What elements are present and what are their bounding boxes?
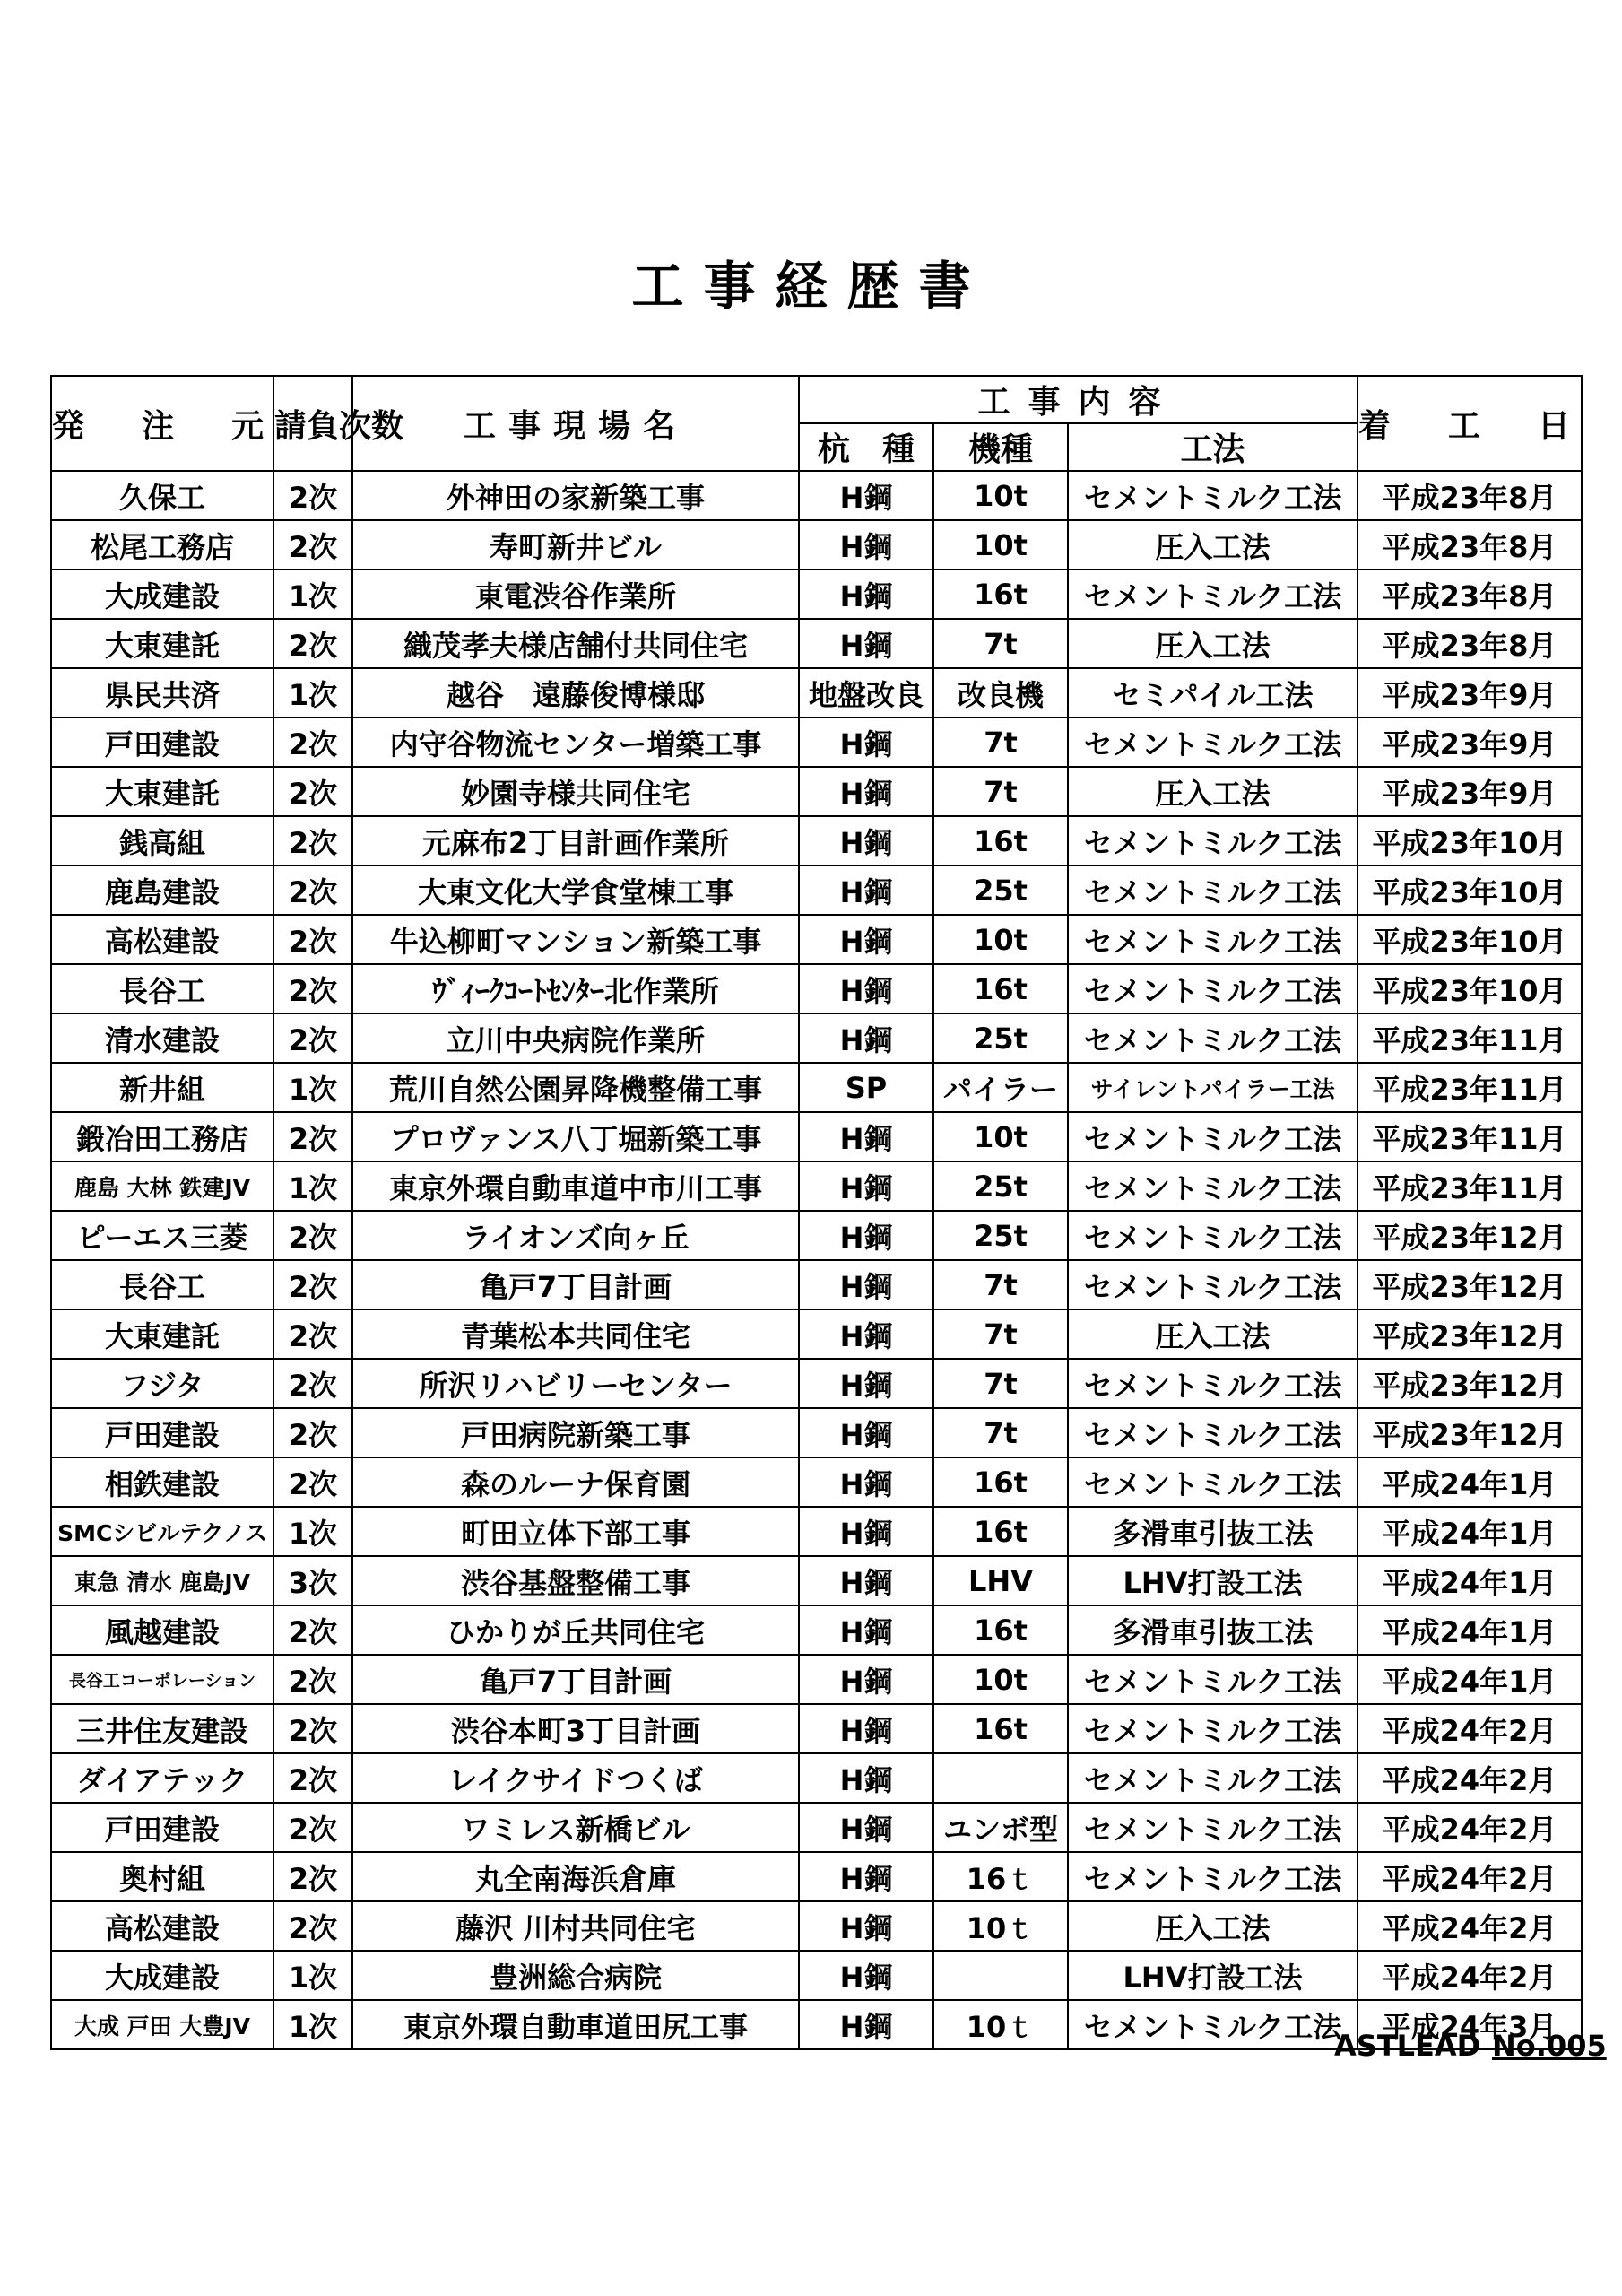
cell-pile: H鋼 [799,1457,933,1507]
cell-pile: H鋼 [799,570,933,619]
header-client: 発 注 元 [51,376,273,471]
cell-pile: H鋼 [799,1605,933,1655]
cell-pile: H鋼 [799,1655,933,1704]
header-site: 工事現場名 [352,376,799,471]
cell-site: ライオンズ向ヶ丘 [352,1211,799,1260]
cell-machine: 25t [933,1013,1068,1063]
table-row [51,964,1582,1013]
cell-start: 平成23年11月 [1357,1013,1582,1063]
construction-record-table [50,375,1583,2050]
cell-method: 圧入工法 [1068,520,1357,570]
cell-pile: H鋼 [799,1359,933,1408]
cell-pile: H鋼 [799,1112,933,1161]
table-row [51,1605,1582,1655]
cell-tier: 2次 [273,1753,352,1803]
cell-machine: 16t [933,1605,1068,1655]
cell-machine: パイラー [933,1063,1068,1112]
cell-start: 平成24年2月 [1357,1852,1582,1901]
cell-client: 相鉄建設 [51,1457,273,1507]
cell-client: 大成 戸田 大豊JV [51,2000,273,2049]
cell-machine: 16t [933,816,1068,865]
table-row [51,1063,1582,1112]
cell-site: プロヴァンス八丁堀新築工事 [352,1112,799,1161]
cell-tier: 2次 [273,1309,352,1359]
cell-site: 亀戸7丁目計画 [352,1260,799,1309]
cell-tier: 3次 [273,1556,352,1605]
cell-method: 圧入工法 [1068,619,1357,668]
table-row [51,1951,1582,2000]
cell-pile: H鋼 [799,2000,933,2049]
cell-machine: 25t [933,1211,1068,1260]
cell-pile: H鋼 [799,471,933,520]
cell-client: 長谷工コーポレーション [51,1655,273,1704]
cell-client: 戸田建設 [51,1408,273,1457]
cell-client: 銭高組 [51,816,273,865]
cell-client: 松尾工務店 [51,520,273,570]
cell-client: ピーエス三菱 [51,1211,273,1260]
table-row [51,1655,1582,1704]
cell-client: 大東建託 [51,1309,273,1359]
cell-client: 鍛冶田工務店 [51,1112,273,1161]
table-row [51,1457,1582,1507]
table-row [51,520,1582,570]
cell-method: 多滑車引抜工法 [1068,1507,1357,1556]
cell-start: 平成23年10月 [1357,915,1582,964]
cell-start: 平成24年3月 [1357,2000,1582,2049]
cell-machine: 25t [933,865,1068,915]
cell-site: 亀戸7丁目計画 [352,1655,799,1704]
cell-client: 大東建託 [51,619,273,668]
cell-method: セメントミルク工法 [1068,816,1357,865]
cell-start: 平成23年8月 [1357,570,1582,619]
cell-site: ワミレス新橋ビル [352,1803,799,1852]
cell-machine: 7t [933,1260,1068,1309]
cell-machine: 7t [933,619,1068,668]
table-row [51,1852,1582,1901]
cell-pile: H鋼 [799,1161,933,1211]
cell-method: セメントミルク工法 [1068,1013,1357,1063]
cell-site: 所沢リハビリーセンター [352,1359,799,1408]
cell-start: 平成23年10月 [1357,964,1582,1013]
header-tier: 請負次数 [273,376,352,471]
page-title: 工事経歴書 [631,256,991,317]
table-row [51,1901,1582,1951]
cell-method: セメントミルク工法 [1068,1359,1357,1408]
cell-method: セメントミルク工法 [1068,1161,1357,1211]
cell-method: 多滑車引抜工法 [1068,1605,1357,1655]
cell-start: 平成23年12月 [1357,1359,1582,1408]
cell-site: 渋谷基盤整備工事 [352,1556,799,1605]
cell-method: セメントミルク工法 [1068,865,1357,915]
cell-start: 平成23年11月 [1357,1063,1582,1112]
cell-method: セメントミルク工法 [1068,718,1357,767]
cell-tier: 2次 [273,471,352,520]
cell-client: 久保工 [51,471,273,520]
header-pile: 杭 種 [799,423,933,471]
cell-pile: H鋼 [799,1408,933,1457]
cell-machine: 7t [933,1309,1068,1359]
cell-start: 平成24年2月 [1357,1951,1582,2000]
table-row [51,718,1582,767]
cell-start: 平成23年11月 [1357,1161,1582,1211]
cell-start: 平成23年12月 [1357,1260,1582,1309]
cell-machine: 16t [933,1457,1068,1507]
header-method: 工法 [1068,423,1357,471]
cell-pile: H鋼 [799,1901,933,1951]
cell-client: 長谷工 [51,964,273,1013]
cell-start: 平成24年1月 [1357,1556,1582,1605]
cell-method: 圧入工法 [1068,1309,1357,1359]
cell-method: セメントミルク工法 [1068,964,1357,1013]
cell-method: セメントミルク工法 [1068,915,1357,964]
cell-client: 高松建設 [51,915,273,964]
cell-method: セメントミルク工法 [1068,1704,1357,1753]
cell-machine: ユンボ型 [933,1803,1068,1852]
cell-method: セメントミルク工法 [1068,1112,1357,1161]
cell-tier: 2次 [273,1605,352,1655]
cell-machine: 10t [933,1112,1068,1161]
cell-pile: H鋼 [799,1753,933,1803]
cell-start: 平成24年2月 [1357,1803,1582,1852]
cell-pile: SP [799,1063,933,1112]
cell-start: 平成23年12月 [1357,1309,1582,1359]
cell-tier: 1次 [273,2000,352,2049]
header-machine: 機種 [933,423,1068,471]
cell-site: 寿町新井ビル [352,520,799,570]
cell-start: 平成24年2月 [1357,1704,1582,1753]
cell-client: ダイアテック [51,1753,273,1803]
cell-start: 平成23年8月 [1357,619,1582,668]
table-row [51,1359,1582,1408]
cell-machine: 7t [933,1408,1068,1457]
cell-pile: H鋼 [799,1507,933,1556]
cell-pile: H鋼 [799,1704,933,1753]
cell-start: 平成24年1月 [1357,1507,1582,1556]
cell-machine: 10t [933,520,1068,570]
header-start: 着 工 日 [1357,376,1582,471]
cell-start: 平成24年2月 [1357,1753,1582,1803]
cell-client: 高松建設 [51,1901,273,1951]
cell-site: 妙園寺様共同住宅 [352,767,799,816]
cell-site: 越谷 遠藤俊博様邸 [352,668,799,718]
cell-pile: H鋼 [799,816,933,865]
cell-method: セメントミルク工法 [1068,1852,1357,1901]
cell-pile: H鋼 [799,1211,933,1260]
cell-site: ｳﾞｨｰｸｺｰﾄｾﾝﾀｰ北作業所 [352,964,799,1013]
cell-tier: 1次 [273,570,352,619]
table-row [51,619,1582,668]
cell-site: 大東文化大学食堂棟工事 [352,865,799,915]
cell-tier: 2次 [273,1408,352,1457]
cell-site: 青葉松本共同住宅 [352,1309,799,1359]
cell-machine: 7t [933,1359,1068,1408]
cell-site: 元麻布2丁目計画作業所 [352,816,799,865]
cell-start: 平成24年1月 [1357,1457,1582,1507]
cell-method: セメントミルク工法 [1068,471,1357,520]
cell-start: 平成23年11月 [1357,1112,1582,1161]
cell-site: 外神田の家新築工事 [352,471,799,520]
cell-client: 鹿島 大林 鉄建JV [51,1161,273,1211]
table-row [51,1704,1582,1753]
cell-tier: 2次 [273,816,352,865]
cell-client: 三井住友建設 [51,1704,273,1753]
cell-machine: 10t [933,1655,1068,1704]
table-row [51,915,1582,964]
table-row [51,1408,1582,1457]
cell-pile: H鋼 [799,915,933,964]
cell-client: 大成建設 [51,570,273,619]
cell-tier: 1次 [273,1951,352,2000]
cell-pile: H鋼 [799,1852,933,1901]
table-row [51,1211,1582,1260]
cell-client: 鹿島建設 [51,865,273,915]
cell-pile: H鋼 [799,1556,933,1605]
cell-site: 藤沢 川村共同住宅 [352,1901,799,1951]
cell-pile: H鋼 [799,1951,933,2000]
cell-machine [933,1951,1068,2000]
table-row [51,767,1582,816]
cell-site: 森のルーナ保育園 [352,1457,799,1507]
cell-site: 東京外環自動車道中市川工事 [352,1161,799,1211]
cell-client: 戸田建設 [51,1803,273,1852]
table-row [51,1161,1582,1211]
cell-tier: 2次 [273,619,352,668]
cell-tier: 1次 [273,1063,352,1112]
cell-site: 立川中央病院作業所 [352,1013,799,1063]
cell-site: 戸田病院新築工事 [352,1408,799,1457]
cell-start: 平成23年8月 [1357,520,1582,570]
cell-machine: 16t [933,1704,1068,1753]
cell-pile: H鋼 [799,520,933,570]
footer-page-number: No.005 [1492,2029,1607,2063]
cell-machine: 16t [933,1507,1068,1556]
cell-tier: 2次 [273,718,352,767]
cell-client: 清水建設 [51,1013,273,1063]
cell-method: セメントミルク工法 [1068,1211,1357,1260]
cell-client: 大成建設 [51,1951,273,2000]
cell-client: 新井組 [51,1063,273,1112]
cell-tier: 2次 [273,915,352,964]
table-row [51,1803,1582,1852]
cell-start: 平成24年1月 [1357,1655,1582,1704]
cell-site: 荒川自然公園昇降機整備工事 [352,1063,799,1112]
table-row [51,865,1582,915]
cell-site: 渋谷本町3丁目計画 [352,1704,799,1753]
cell-pile: 地盤改良 [799,668,933,718]
cell-method: 圧入工法 [1068,767,1357,816]
cell-machine: 25t [933,1161,1068,1211]
cell-start: 平成24年1月 [1357,1605,1582,1655]
cell-site: 牛込柳町マンション新築工事 [352,915,799,964]
cell-tier: 2次 [273,1211,352,1260]
cell-site: 内守谷物流センター増築工事 [352,718,799,767]
cell-client: 戸田建設 [51,718,273,767]
cell-client: 長谷工 [51,1260,273,1309]
cell-pile: H鋼 [799,1309,933,1359]
cell-client: フジタ [51,1359,273,1408]
cell-start: 平成23年10月 [1357,865,1582,915]
cell-machine: 16t [933,964,1068,1013]
table-row [51,471,1582,520]
cell-pile: H鋼 [799,767,933,816]
cell-start: 平成23年9月 [1357,767,1582,816]
cell-method: サイレントパイラー工法 [1068,1063,1357,1112]
cell-machine: 7t [933,718,1068,767]
cell-client: 奥村組 [51,1852,273,1901]
cell-tier: 2次 [273,1704,352,1753]
cell-machine: 16t [933,570,1068,619]
cell-site: 町田立体下部工事 [352,1507,799,1556]
table-row [51,1753,1582,1803]
cell-tier: 2次 [273,1852,352,1901]
cell-tier: 1次 [273,668,352,718]
cell-method: LHV打設工法 [1068,1556,1357,1605]
cell-machine: 10t [933,471,1068,520]
cell-tier: 2次 [273,964,352,1013]
cell-method: セメントミルク工法 [1068,570,1357,619]
cell-tier: 2次 [273,1901,352,1951]
cell-tier: 2次 [273,1457,352,1507]
cell-tier: 2次 [273,1260,352,1309]
cell-method: セメントミルク工法 [1068,1803,1357,1852]
cell-tier: 1次 [273,1507,352,1556]
cell-start: 平成23年9月 [1357,718,1582,767]
cell-machine: LHV [933,1556,1068,1605]
cell-site: レイクサイドつくば [352,1753,799,1803]
cell-client: 東急 清水 鹿島JV [51,1556,273,1605]
cell-method: セメントミルク工法 [1068,1753,1357,1803]
cell-method: LHV打設工法 [1068,1951,1357,2000]
cell-site: 豊洲総合病院 [352,1951,799,2000]
cell-tier: 1次 [273,1161,352,1211]
cell-start: 平成23年9月 [1357,668,1582,718]
cell-pile: H鋼 [799,619,933,668]
cell-method: セメントミルク工法 [1068,1260,1357,1309]
cell-machine: 10ｔ [933,1901,1068,1951]
cell-tier: 2次 [273,520,352,570]
table-row [51,1013,1582,1063]
cell-client: 県民共済 [51,668,273,718]
cell-method: 圧入工法 [1068,1901,1357,1951]
cell-site: 織茂孝夫様店舗付共同住宅 [352,619,799,668]
cell-site: 丸全南海浜倉庫 [352,1852,799,1901]
cell-site: ひかりが丘共同住宅 [352,1605,799,1655]
cell-tier: 2次 [273,1803,352,1852]
cell-start: 平成23年12月 [1357,1211,1582,1260]
cell-method: セミパイル工法 [1068,668,1357,718]
cell-machine: 10t [933,915,1068,964]
cell-method: セメントミルク工法 [1068,1408,1357,1457]
cell-machine: 7t [933,767,1068,816]
table-row [51,570,1582,619]
cell-tier: 2次 [273,1013,352,1063]
table-row [51,668,1582,718]
header-content: 工事内容 [799,376,1357,423]
cell-start: 平成23年12月 [1357,1408,1582,1457]
cell-pile: H鋼 [799,1260,933,1309]
cell-method: セメントミルク工法 [1068,2000,1357,2049]
table-row [51,1309,1582,1359]
cell-start: 平成23年8月 [1357,471,1582,520]
table-row [51,816,1582,865]
cell-machine: 10ｔ [933,2000,1068,2049]
cell-tier: 2次 [273,1112,352,1161]
cell-site: 東電渋谷作業所 [352,570,799,619]
cell-method: セメントミルク工法 [1068,1457,1357,1507]
table-row [51,1260,1582,1309]
cell-pile: H鋼 [799,1803,933,1852]
cell-tier: 2次 [273,1655,352,1704]
cell-method: セメントミルク工法 [1068,1655,1357,1704]
cell-pile: H鋼 [799,865,933,915]
cell-machine: 改良機 [933,668,1068,718]
table-row [51,1556,1582,1605]
table-row [51,1507,1582,1556]
table-row [51,1112,1582,1161]
cell-tier: 2次 [273,865,352,915]
cell-client: 大東建託 [51,767,273,816]
cell-client: SMCシビルテクノス [51,1507,273,1556]
footer-company: ASTLEAD [1334,2029,1481,2063]
cell-machine: 16ｔ [933,1852,1068,1901]
cell-tier: 2次 [273,1359,352,1408]
cell-machine [933,1753,1068,1803]
cell-tier: 2次 [273,767,352,816]
cell-client: 風越建設 [51,1605,273,1655]
cell-start: 平成24年2月 [1357,1901,1582,1951]
cell-pile: H鋼 [799,718,933,767]
cell-pile: H鋼 [799,964,933,1013]
table-body [51,471,1582,2049]
cell-pile: H鋼 [799,1013,933,1063]
cell-site: 東京外環自動車道田尻工事 [352,2000,799,2049]
cell-start: 平成23年10月 [1357,816,1582,865]
